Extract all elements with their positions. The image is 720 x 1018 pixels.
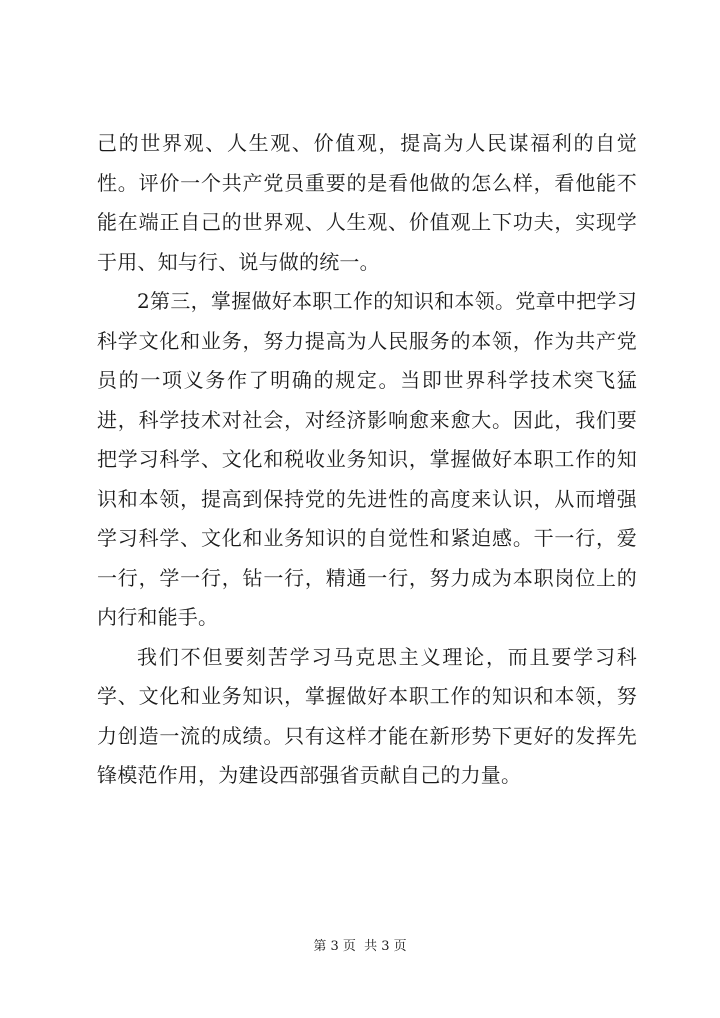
page-total: 共 3 页 — [364, 939, 407, 954]
paragraph-continuation: 己的世界观、人生观、价值观，提高为人民谋福利的自觉性。评价一个共产党员重要的是看他做的怎么样，看他能不能在端正自己的世界观、人生观、价值观上下功夫，实现学于用、知与行、说与做的统一。 — [97, 131, 637, 274]
page-number: 第 3 页 — [313, 939, 356, 954]
page-footer — [0, 938, 720, 956]
paragraph-conclusion: 我们不但要刻苦学习马克思主义理论，而且要学习科学、文化和业务知识，掌握做好本职工作的知识和本领，努力创造一流的成绩。只有这样才能在新形势下更好的发挥先锋模范作用，为建设西部强省贡献自己的力量。 — [97, 644, 637, 787]
document-body — [97, 124, 637, 796]
paragraph-third-point: 2第三，掌握做好本职工作的知识和本领。党章中把学习科学文化和业务，努力提高为人民服务的本领，作为共产党员的一项义务作了明确的规定。当即世界科学技术突飞猛进，科学技术对社会，对经济影响愈来愈大。因此，我们要把学习科学、文化和税收业务知识，掌握做好本职工作的知识和本领，提高到保持党的先进性的高度来认识，从而增强学习科学、文化和业务知识的自觉性和紧迫感。干一行，爱一行，学一行，钻一行，精通一行，努力成为本职岗位上的内行和能手。 — [97, 289, 637, 629]
